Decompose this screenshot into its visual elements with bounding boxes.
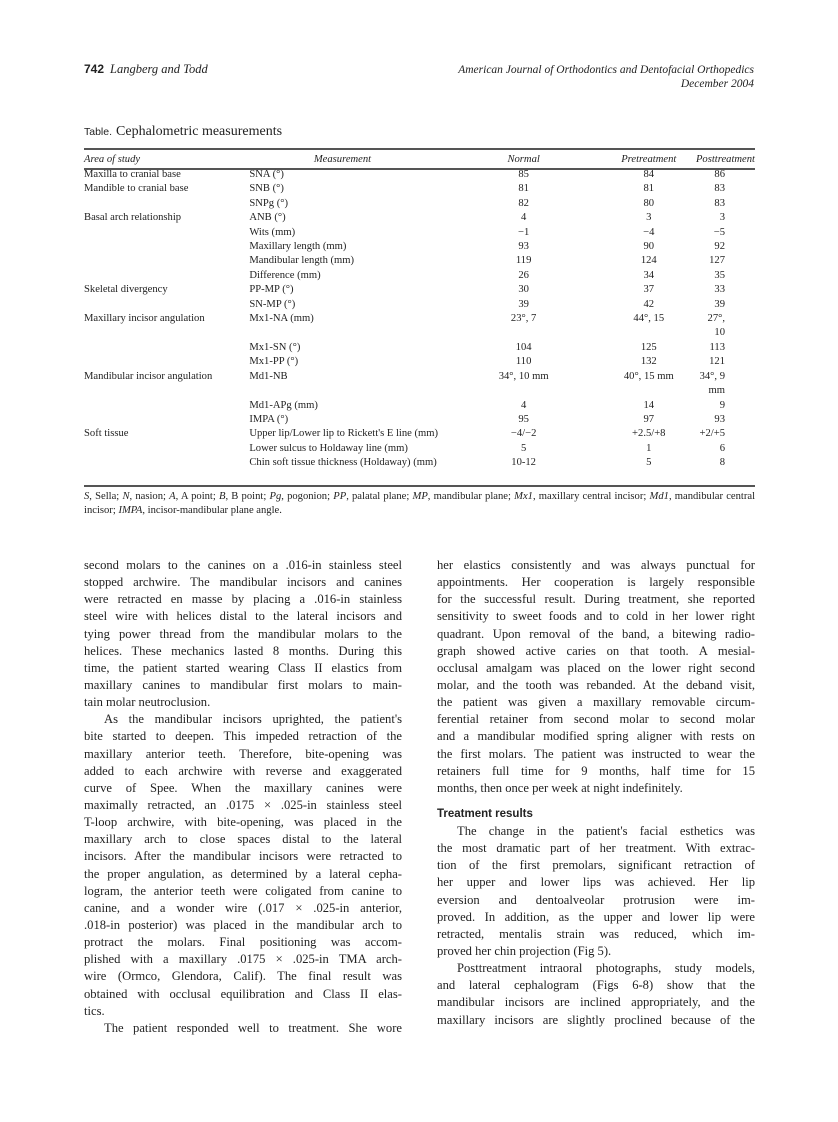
text-line: maxillary canines to mandibular first molars to main- <box>84 677 402 692</box>
cell-area <box>84 269 249 283</box>
cell-measurement: Difference (mm) <box>249 269 321 281</box>
cell-pretreatment: 37 <box>643 284 655 296</box>
text-line: The change in the patient's facial esthetics was <box>457 823 755 838</box>
cell-area <box>84 399 249 413</box>
text-line: retracted, mentalis strain was reduced, which im- <box>437 926 755 941</box>
cell-normal: 34°, 10 mm <box>498 370 549 382</box>
table-row <box>84 355 755 369</box>
cell-measurement: Mx1-NA (mm) <box>249 313 314 325</box>
cell-posttreatment: 3 <box>719 212 725 224</box>
cell-measurement: Lower sulcus to Holdaway line (mm) <box>249 442 408 454</box>
cell-area <box>84 413 249 427</box>
text-line: molar, and the tooth was rebanded. At the deband visit, <box>437 677 755 692</box>
cell-measurement: Wits (mm) <box>249 226 296 238</box>
cell-area <box>84 355 249 369</box>
running-header-left <box>84 62 208 77</box>
cell-posttreatment: +2/+5 <box>699 428 725 440</box>
cell-measurement: SN-MP (°) <box>249 298 296 310</box>
cell-pretreatment: 124 <box>640 255 657 267</box>
text-line: for the successful result. During treatment, she reported <box>437 592 755 607</box>
cell-posttreatment: 6 <box>719 442 725 454</box>
cell-posttreatment: 83 <box>714 183 725 195</box>
cell-pretreatment: 14 <box>643 399 655 411</box>
cell-posttreatment: 9 <box>719 399 725 411</box>
cell-measurement: Upper lip/Lower lip to Rickett's E line (mm) <box>249 428 439 440</box>
table-row <box>84 283 755 297</box>
text-line: proved. In addition, as the upper and lower lip were <box>437 909 755 924</box>
text-line: sensitivity to sweet foods and to cold in her lower right <box>437 609 755 624</box>
cell-measurement: SNB (°) <box>249 183 284 195</box>
cell-posttreatment: 83 <box>714 197 725 209</box>
text-line: tain molar neutroclusion. <box>84 695 211 710</box>
cell-normal: 4 <box>520 212 527 224</box>
table-footnote: S, Sella; N, nasion; A, A point; B, B point; Pg, pogonion; PP, palatal plane; MP, mandibular plane; Mx1, maxillary central incisor; Md1, mandibular central incisor; IMPA, incisor-mandibular plane angle. <box>84 491 756 516</box>
table-row <box>84 312 755 341</box>
text-line: incisors. After the mandibular incisors were retracted to <box>84 849 402 864</box>
col-header-normal: Normal <box>507 153 540 165</box>
cell-normal: 10-12 <box>511 457 536 469</box>
cell-pretreatment: 34 <box>643 269 655 281</box>
text-line: As the mandibular incisors uprighted, the patient's <box>104 712 402 727</box>
cell-pretreatment: +2.5/+8 <box>632 428 666 440</box>
cell-area <box>84 341 249 355</box>
cell-posttreatment: 92 <box>714 241 725 253</box>
page-number: 742 <box>84 62 105 76</box>
cell-pretreatment: 132 <box>640 356 657 368</box>
text-line: mandibular incisors are inclined appropriately, and the <box>437 995 755 1010</box>
text-line: were retracted en masse by placing a .016-in stainless <box>84 592 402 607</box>
cell-pretreatment: 84 <box>643 169 655 180</box>
col-header-pretreatment: Pretreatment <box>621 153 677 165</box>
paragraph <box>437 557 755 797</box>
text-line: stopped archwire. The mandibular incisors and canines <box>84 575 402 590</box>
table-row <box>84 456 755 470</box>
table-bottom-rule <box>84 485 755 487</box>
text-line: obtained with occlusal equilibration and Class II elas- <box>84 986 402 1001</box>
text-line: and a mandibular modified spring aligner with rests on <box>437 729 755 744</box>
text-line: the first molars. The patient was instructed to wear the <box>437 746 755 761</box>
table-row <box>84 370 755 399</box>
text-line: maxillary arch to close spaces distal to the lateral <box>84 832 402 847</box>
cell-area: Skeletal divergency <box>84 284 168 296</box>
cell-pretreatment: 40°, 15 mm <box>623 370 674 382</box>
cell-posttreatment: 127 <box>709 255 725 267</box>
text-line: and lateral cephalogram (Figs 6-8) show that the <box>437 978 755 993</box>
table-row <box>84 197 755 211</box>
table-row <box>84 442 755 456</box>
text-line: the proper angulation, as determined by a lateral cepha- <box>84 866 402 881</box>
authors: Langberg and Todd <box>110 62 208 76</box>
section-heading: Treatment results <box>437 807 533 820</box>
table-header-row <box>84 150 755 168</box>
cell-measurement: SNA (°) <box>249 169 284 180</box>
paragraph <box>84 711 402 1020</box>
text-line: her upper and lower lips was achieved. Her lip <box>437 875 755 890</box>
col-header-measurement: Measurement <box>313 153 372 165</box>
issue-date: December 2004 <box>680 78 754 90</box>
text-line: bite started to deepen. This impeded retraction of the <box>84 729 402 744</box>
cell-normal: 110 <box>515 356 532 368</box>
cell-area <box>84 298 249 312</box>
cell-area <box>84 442 249 456</box>
cell-posttreatment: −5 <box>713 226 725 238</box>
cell-normal: 5 <box>520 442 527 454</box>
text-line: maxillary anterior teeth. Therefore, bite-opening was <box>84 746 402 761</box>
table-row <box>84 226 755 240</box>
cell-posttreatment: 113 <box>709 341 725 353</box>
cephalometric-table <box>84 150 755 471</box>
cell-measurement: Chin soft tissue thickness (Holdaway) (mm) <box>249 457 437 469</box>
col-header-posttreatment: Posttreatment <box>695 153 755 165</box>
cell-area: Mandibular incisor angulation <box>84 370 213 382</box>
table-body <box>84 168 755 471</box>
body-column-right <box>437 557 755 1029</box>
cell-posttreatment: 34°, 9 mm <box>699 370 725 397</box>
text-line: tion of the first premolars, significant retraction of <box>437 858 755 873</box>
text-line: logram, the anterior teeth were coligated from canine to <box>84 883 402 898</box>
table-row <box>84 399 755 413</box>
paragraph <box>84 557 402 711</box>
cell-pretreatment: 80 <box>643 197 655 209</box>
table-row <box>84 168 755 182</box>
cell-posttreatment: 86 <box>714 169 725 180</box>
table-label: Table. <box>84 126 113 138</box>
cell-posttreatment: 35 <box>714 269 725 281</box>
cell-measurement: Mx1-SN (°) <box>249 341 301 353</box>
cell-normal: 26 <box>518 269 529 281</box>
col-header-area: Area of study <box>84 153 141 165</box>
text-line: ferential retainer from second molar to second molar <box>437 712 755 727</box>
cell-normal: 119 <box>515 255 532 267</box>
text-line: eversion and dentoalveolar protrusion were im- <box>437 892 755 907</box>
text-line: .018-in posterior) was placed in the mandibular arch to <box>84 917 402 932</box>
cell-area <box>84 226 249 240</box>
table-row <box>84 240 755 254</box>
cell-normal: 93 <box>518 241 529 253</box>
cell-measurement: Maxillary length (mm) <box>249 241 347 253</box>
text-line: quadrant. Upon removal of the band, a bitewing radio- <box>437 626 755 641</box>
paragraph <box>437 823 755 960</box>
cell-pretreatment: 44°, 15 <box>633 313 665 325</box>
text-line: helices. These mechanics lasted 8 months. During this <box>84 643 402 658</box>
cell-measurement: ANB (°) <box>249 212 286 224</box>
table-row <box>84 341 755 355</box>
cell-measurement: SNPg (°) <box>249 197 288 209</box>
cell-pretreatment: 42 <box>643 298 655 310</box>
text-line: maxillary incisors are slightly proclined because of the <box>437 1012 755 1027</box>
cell-posttreatment: 39 <box>714 298 725 310</box>
cell-measurement: Md1-APg (mm) <box>249 399 318 411</box>
cell-normal: 4 <box>520 399 527 411</box>
cell-pretreatment: 90 <box>643 241 655 253</box>
text-line: occlusal amalgam was placed on the lower right second <box>437 660 755 675</box>
table-row <box>84 298 755 312</box>
cell-measurement: IMPA (°) <box>249 413 289 425</box>
cell-measurement: Mx1-PP (°) <box>249 356 299 368</box>
cell-area: Mandible to cranial base <box>84 183 189 195</box>
text-line: retainers full time for 9 months, half time for 15 <box>437 763 755 778</box>
cell-pretreatment: 81 <box>643 183 655 195</box>
cell-normal: 82 <box>518 197 529 209</box>
text-line: added to each archwire with reverse and exaggerated <box>84 763 402 778</box>
table-title: Cephalometric measurements <box>116 124 283 139</box>
cell-measurement: Mandibular length (mm) <box>249 255 355 267</box>
text-line: T-loop archwire, with bite-opening, was placed in the <box>84 815 402 830</box>
cell-posttreatment: 27°, 10 <box>707 313 725 339</box>
cell-normal: −1 <box>517 226 530 238</box>
text-line: the most dramatic part of her treatment. With extrac- <box>437 841 755 856</box>
cell-normal: 81 <box>518 183 529 195</box>
text-line: the patient was given a maxillary removable circum- <box>437 695 755 710</box>
table-row <box>84 211 755 225</box>
text-line: protract the molars. Final positioning was accom- <box>84 935 402 950</box>
cell-normal: 30 <box>518 284 529 296</box>
text-line: time, the patient started wearing Class II elastics from <box>84 660 402 675</box>
table-row <box>84 182 755 196</box>
cell-pretreatment: 125 <box>640 341 657 353</box>
cell-area: Basal arch relationship <box>84 212 182 224</box>
text-line: plished with a maxillary .0175 × .025-in TMA arch- <box>84 952 402 967</box>
table-row <box>84 269 755 283</box>
cell-pretreatment: −4 <box>643 226 655 238</box>
cell-normal: 85 <box>518 169 529 180</box>
paragraph <box>84 1020 402 1037</box>
cell-area <box>84 456 249 470</box>
text-line: Posttreatment intraoral photographs, study models, <box>457 961 755 976</box>
text-line: maximally retracted, an .0175 × .025-in stainless steel <box>84 797 402 812</box>
cell-area <box>84 240 249 254</box>
text-line: tying power thread from the mandibular molars to the <box>84 626 402 641</box>
cell-normal: 39 <box>518 298 529 310</box>
cell-area: Maxillary incisor angulation <box>84 313 205 325</box>
body-column-left <box>84 557 402 1037</box>
cell-pretreatment: 5 <box>646 457 652 469</box>
cell-measurement: PP-MP (°) <box>249 284 294 296</box>
cell-posttreatment: 33 <box>714 284 725 296</box>
text-line: months, then once per week at night indefinitely. <box>437 780 683 795</box>
text-line: appointments. Her cooperation is largely responsible <box>437 575 755 590</box>
cell-area <box>84 254 249 268</box>
cell-posttreatment: 121 <box>709 356 725 368</box>
text-line: The patient responded well to treatment. She wore <box>104 1020 402 1035</box>
cell-posttreatment: 93 <box>714 413 725 425</box>
text-line: graph showed active caries on that tooth. A mesial- <box>437 643 755 658</box>
cell-normal: 104 <box>515 341 532 353</box>
table-row <box>84 413 755 427</box>
cell-normal: 23°, 7 <box>510 313 537 325</box>
cell-normal: 95 <box>518 413 529 425</box>
text-line: second molars to the canines on a .016-in stainless steel <box>84 558 402 572</box>
text-line: wire (Ormco, Glendora, Calif). The final result was <box>84 969 402 984</box>
running-header-right <box>458 63 754 91</box>
table-row <box>84 427 755 441</box>
cell-normal: −4/−2 <box>510 428 537 440</box>
paragraph <box>437 960 755 1029</box>
text-line: steel wire with helices distal to the lateral incisors and <box>84 609 402 624</box>
cell-measurement: Md1-NB <box>249 370 288 382</box>
text-line: tics. <box>84 1003 105 1018</box>
table-caption <box>84 124 286 140</box>
text-line: curve of Spee. When the maxillary canines were <box>84 780 402 795</box>
cell-posttreatment: 8 <box>719 457 725 469</box>
journal-name: American Journal of Orthodontics and Dentofacial Orthopedics <box>458 64 754 76</box>
cell-pretreatment: 1 <box>646 442 652 454</box>
cell-pretreatment: 97 <box>643 413 655 425</box>
cell-area: Maxilla to cranial base <box>84 169 181 180</box>
text-line: her elastics consistently and was always punctual for <box>437 558 755 572</box>
cell-area <box>84 197 249 211</box>
text-line: canine, and a wonder wire (.017 × .025-in anterior, <box>84 900 402 915</box>
cell-pretreatment: 3 <box>646 212 652 224</box>
table-row <box>84 254 755 268</box>
text-line: proved her chin projection (Fig 5). <box>437 943 612 958</box>
cell-area: Soft tissue <box>84 428 129 440</box>
